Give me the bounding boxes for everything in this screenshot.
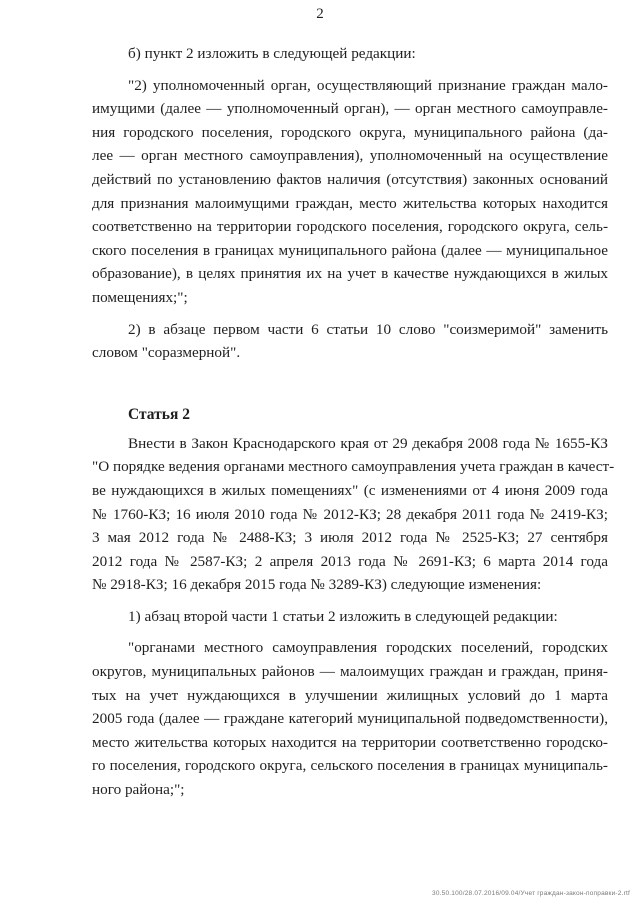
text-line: 1) абзац второй части 1 статьи 2 изложить в следующей редакции: xyxy=(128,607,558,625)
text-line: для признания малоимущими граждан, место жительства которых находится xyxy=(92,194,608,212)
text-line: 2) в абзаце первом части 6 статьи 10 слово "соизмеримой" заменить xyxy=(128,320,608,338)
page-number: 2 xyxy=(316,6,324,22)
file-path-footer: 30.50.100/28.07.2016/09.04/Учет граждан-закон-поправки-2.rtf xyxy=(432,890,630,897)
text-line: 2012 года № 2587-КЗ; 2 апреля 2013 года № 2691-КЗ; 6 марта 2014 года xyxy=(92,552,608,570)
text-line: б) пункт 2 изложить в следующей редакции: xyxy=(128,45,416,62)
text-line: 3 мая 2012 года № 2488-КЗ; 3 июля 2012 года № 2525-КЗ; 27 сентября xyxy=(92,529,608,547)
text-line: имущими (далее — уполномоченный орган), — орган местного самоуправле- xyxy=(92,100,608,118)
text-line: 2005 года (далее — граждане категорий муниципальной подведомственности), xyxy=(92,710,608,728)
text-line: "органами местного самоуправления городских поселений, городских xyxy=(128,639,608,657)
document-body xyxy=(92,42,615,802)
text-line: помещениях;"; xyxy=(92,288,188,306)
text-line: ве нуждающихся в жилых помещениях" (с изменениями от 4 июня 2009 года xyxy=(92,481,608,499)
text-line: место жительства которых находится на территории соответственно городско- xyxy=(92,733,608,751)
text-line: Внести в Закон Краснодарского края от 29 декабря 2008 года № 1655-КЗ xyxy=(128,434,608,452)
text-line: го поселения, городского округа, сельского поселения в границах муниципаль- xyxy=(92,757,608,775)
article-heading: Статья 2 xyxy=(128,405,190,423)
text-line: словом "соразмерной". xyxy=(92,344,241,362)
text-line: № 1760-КЗ; 16 июля 2010 года № 2012-КЗ; 28 декабря 2011 года № 2419-КЗ; xyxy=(92,505,608,523)
text-line: ского поселения в границах муниципального района (далее — муниципальное xyxy=(92,241,608,259)
text-line: ного района;"; xyxy=(92,781,185,799)
text-line: действий по установлению фактов наличия (отсутствия) законных оснований xyxy=(92,170,608,188)
text-line: округов, муниципальных районов — малоимущих граждан и граждан, приня- xyxy=(92,663,608,681)
text-line: № 2918-КЗ; 16 декабря 2015 года № 3289-КЗ) следующие изменения: xyxy=(92,576,542,594)
text-line: образование), в целях принятия их на учет в качестве нуждающихся в жилых xyxy=(92,265,608,283)
text-line: соответственно на территории городского поселения, городского округа, сель- xyxy=(92,218,608,236)
text-line: ния городского поселения, городского округа, муниципального района (да- xyxy=(92,123,608,141)
text-line: "2) уполномоченный орган, осуществляющий признание граждан мало- xyxy=(128,76,608,94)
text-line: "О порядке ведения органами местного самоуправления учета граждан в качест- xyxy=(92,458,615,476)
text-line: тых на учет нуждающихся в улучшении жилищных условий до 1 марта xyxy=(92,686,608,704)
text-line: лее — орган местного самоуправления), уполномоченный на осуществление xyxy=(92,147,608,165)
